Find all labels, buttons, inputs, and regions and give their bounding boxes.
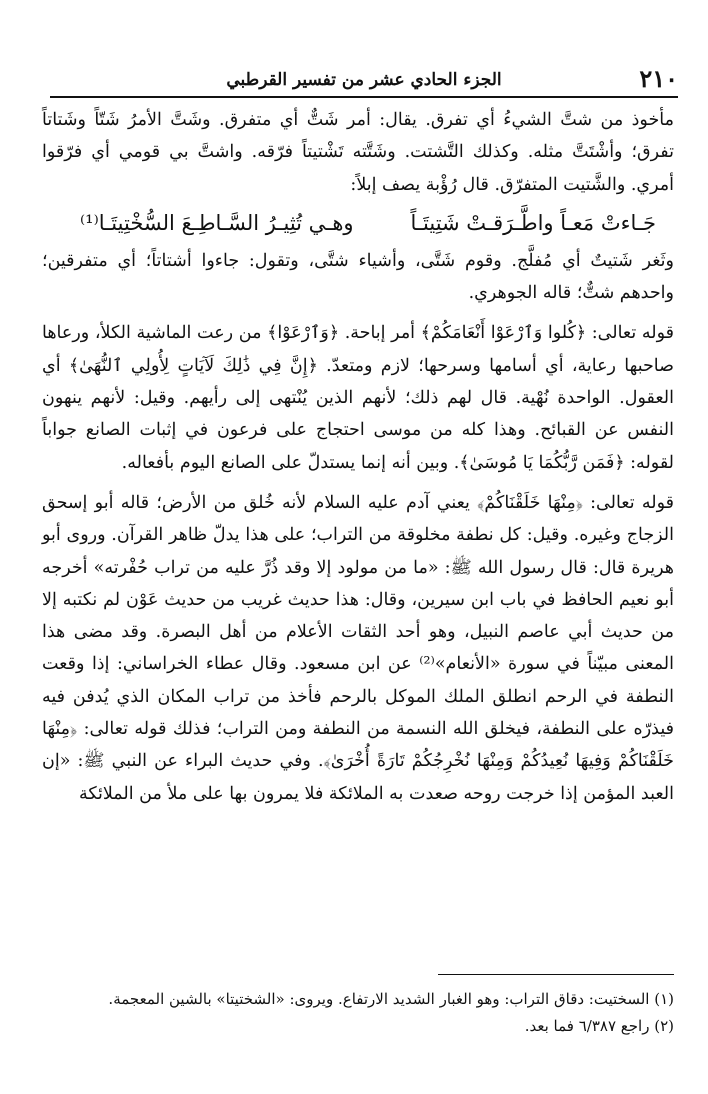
header-rule <box>50 96 678 98</box>
footnote-separator <box>438 974 674 975</box>
paragraph-3: قوله تعالى: ﴿كُلوا وَٱرْعَوْا أَنْعَامَكُمْ﴾ أمر إباحة. ﴿وَٱرْعَوْا﴾ من رعت الماشية الكلأ، ورعاها صاحبها رعاية، أي أسامها وسرحها؛ لازم ومتعدّ. ﴿إِنَّ فِي ذَٰلِكَ لَآيَاتٍ لِأُولِي ٱلنُّهَىٰ﴾ أي العقول. الواحدة نُهْية. قال لهم ذلك؛ لأنهم الذين يُنْتهى إلى رأيهم. وقيل: لأنهم ينهون النفس عن القبائح. وهذا كله من موسى احتجاج على فرعون في إثبات الصانع جواباً لقوله: ﴿فَمَن رَّبُّكُمَا يَا مُوسَىٰ﴾. وبين أنه إنما يستدلّ على الصانع اليوم بأفعاله. <box>42 323 674 473</box>
verse-first-hemistich: جَـاءتْ مَعـاً واطَّـرَقـتْ شَتِيتَـاً <box>410 210 656 235</box>
footnote-1: (١) السختيت: دقاق التراب: وهو الغبار الشديد الارتفاع. ويروى: «الشختيتا» بالشين المعجمة. <box>108 990 674 1008</box>
footnotes <box>42 986 674 1040</box>
paragraph-4: قوله تعالى: ﴿مِنْهَا خَلَقْنَاكُمْ﴾ يعني آدم عليه السلام لأنه خُلق من الأرض؛ قاله أبو إسحق الزجاج وغيره. وقيل: كل نطفة مخلوقة من التراب؛ على هذا يدلّ ظاهر القرآن. وروى أبو هريرة قال: قال رسول الله ﷺ: «ما من مولود إلا وقد ذُرَّ عليه من تراب حُفْرته» أخرجه أبو نعيم الحافظ في باب ابن سيرين، وقال: هذا حديث غريب من حديث عَوْن لم نكتبه إلا من حديث أبي عاصم النبيل، وهو أحد الثقات الأعلام من أهل البصرة. وقد مضى هذا المعنى مبيّناً في سورة «الأنعام»⁽²⁾ عن ابن مسعود. وقال عطاء الخراساني: إذا وقعت النطفة في الرحم انطلق الملك الموكل بالرحم فأخذ من تراب المكان الذي يُدفن فيه فيذرّه على النطفة، فيخلق الله النسمة من النطفة ومن التراب؛ فذلك قوله تعالى: ﴿مِنْهَا خَلَقْنَاكُمْ وَفِيهَا نُعِيدُكُمْ وَمِنْهَا نُخْرِجُكُمْ تَارَةً أُخْرَىٰ﴾. وفي حديث البراء عن النبي ﷺ: «إن العبد المؤمن إذا خرجت روحه صعدت به الملائكة فلا يمرون بها على ملأ من الملائكة <box>42 492 674 804</box>
paragraph-2: وثَغر شَتيتٌ أي مُفلَّج. وقوم شَتَّى، وأشياء شتَّى، وتقول: جاءوا أشتاتاً؛ أي متفرقين؛ واحدهم شتٌّ؛ قاله الجوهري. <box>42 250 674 304</box>
verse-second-hemistich: وهـي تُثِيـرُ السَّـاطِـعَ السُّخْتِيتَـا⁽¹⁾ <box>80 210 354 235</box>
body-text <box>42 104 674 810</box>
page-header <box>50 58 678 98</box>
running-title: الجزء الحادي عشر من تفسير القرطبي <box>226 70 502 90</box>
paragraph-1: مأخوذ من شتَّ الشيءُ أي تفرق. يقال: أمر شَتٌّ أي متفرق. وشَتَّ الأمرُ شَتّاً وشَتاتاً تفرق؛ وأشْتَتَّ مثله. وكذلك التَّشتت. وشَتَّته تَشْتيتاً فرّقه. واشتَّ بي قومي أي فرّقوا أمري. والشَّتيت المتفرّق. قال رُؤْبة يصف إبلاً: <box>42 110 674 195</box>
poetry-verse <box>42 201 674 245</box>
footnote-2: (٢) راجع ٦/٣٨٧ فما بعد. <box>524 1017 674 1035</box>
page-number: ٢١٠ <box>639 64 678 93</box>
